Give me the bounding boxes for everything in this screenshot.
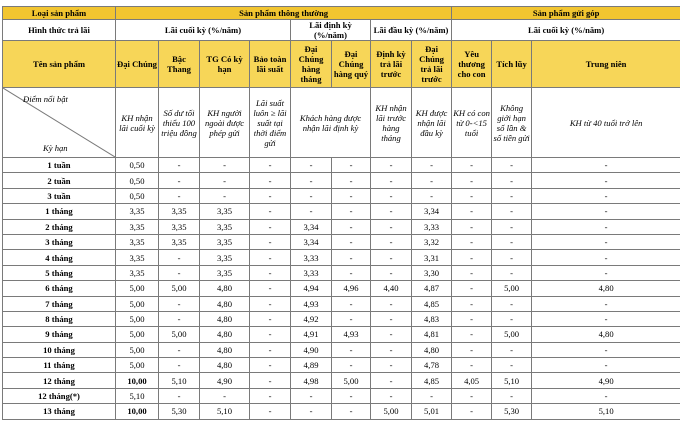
rate-cell: 3,35 bbox=[116, 234, 159, 249]
rate-cell: - bbox=[332, 388, 371, 403]
rate-cell: 3,35 bbox=[159, 219, 200, 234]
rate-cell: - bbox=[250, 204, 291, 219]
rate-cell: - bbox=[492, 204, 532, 219]
rate-cell: - bbox=[159, 342, 200, 357]
term-cell: 5 tháng bbox=[3, 265, 116, 280]
term-cell: 3 tháng bbox=[3, 234, 116, 249]
lai-cuoi-ky-gop-header: Lãi cuối kỳ (%/năm) bbox=[452, 20, 680, 41]
term-cell: 1 tháng bbox=[3, 204, 116, 219]
rate-cell: - bbox=[371, 158, 412, 173]
rate-cell: - bbox=[492, 388, 532, 403]
rate-cell: - bbox=[532, 342, 680, 357]
rate-cell: - bbox=[532, 358, 680, 373]
table-row bbox=[3, 388, 680, 403]
rate-cell: - bbox=[200, 158, 250, 173]
rate-cell: 4,80 bbox=[200, 342, 250, 357]
rate-cell: 0,50 bbox=[116, 173, 159, 188]
rate-cell: - bbox=[452, 265, 492, 280]
rate-cell: - bbox=[291, 404, 332, 419]
rate-cell: - bbox=[159, 188, 200, 203]
rate-cell: 3,35 bbox=[116, 219, 159, 234]
rate-cell: - bbox=[332, 358, 371, 373]
rate-cell: - bbox=[332, 404, 371, 419]
rate-cell: - bbox=[492, 188, 532, 203]
rate-cell: - bbox=[412, 188, 452, 203]
rate-cell: - bbox=[532, 388, 680, 403]
rate-cell: 5,00 bbox=[116, 342, 159, 357]
rate-cell: - bbox=[452, 188, 492, 203]
rate-cell: 4,98 bbox=[291, 373, 332, 388]
rate-cell: - bbox=[332, 219, 371, 234]
rate-cell: 3,35 bbox=[200, 234, 250, 249]
table-row bbox=[3, 265, 680, 280]
rate-cell: - bbox=[492, 358, 532, 373]
rate-cell: - bbox=[371, 327, 412, 342]
lai-dinh-ky-header: Lãi định kỳ (%/năm) bbox=[291, 20, 371, 41]
rate-cell: - bbox=[371, 265, 412, 280]
rate-cell: - bbox=[492, 234, 532, 249]
rate-cell: - bbox=[250, 250, 291, 265]
rate-cell: - bbox=[332, 234, 371, 249]
rate-cell: - bbox=[159, 265, 200, 280]
rate-cell: - bbox=[159, 388, 200, 403]
rate-cell: 4,85 bbox=[412, 373, 452, 388]
rate-cell: - bbox=[532, 173, 680, 188]
rate-cell: - bbox=[250, 404, 291, 419]
rate-cell: 4,91 bbox=[291, 327, 332, 342]
rate-cell: - bbox=[532, 265, 680, 280]
rate-cell: - bbox=[332, 158, 371, 173]
term-cell: 3 tuần bbox=[3, 188, 116, 203]
rate-cell: - bbox=[332, 250, 371, 265]
term-cell: 9 tháng bbox=[3, 327, 116, 342]
rate-cell: - bbox=[250, 388, 291, 403]
rate-cell: - bbox=[532, 188, 680, 203]
highlight-trung-nien: KH từ 40 tuổi trở lên bbox=[532, 88, 680, 158]
rate-cell: 5,00 bbox=[116, 358, 159, 373]
rate-cell: 5,10 bbox=[492, 373, 532, 388]
term-cell: 10 tháng bbox=[3, 342, 116, 357]
rate-cell: 4,80 bbox=[412, 342, 452, 357]
rate-cell: 4,90 bbox=[291, 342, 332, 357]
rate-cell: 3,33 bbox=[291, 250, 332, 265]
rate-cell: 5,10 bbox=[159, 373, 200, 388]
rate-cell: - bbox=[200, 388, 250, 403]
rate-cell: - bbox=[332, 265, 371, 280]
product-tg-co-ky-han: TG Có kỳ hạn bbox=[200, 41, 250, 88]
rate-cell: 5,00 bbox=[332, 373, 371, 388]
product-dai-chung-hang-quy: Đại Chúng hàng quý bbox=[332, 41, 371, 88]
highlight-dai-chung: KH nhận lãi cuối kỳ bbox=[116, 88, 159, 158]
rate-cell: - bbox=[492, 342, 532, 357]
rate-cell: - bbox=[452, 281, 492, 296]
rate-cell: 5,10 bbox=[116, 388, 159, 403]
rate-cell: - bbox=[492, 311, 532, 326]
rate-cell: 3,34 bbox=[412, 204, 452, 219]
rate-cell: - bbox=[371, 188, 412, 203]
rate-cell: 3,35 bbox=[159, 204, 200, 219]
interest-rate-table bbox=[2, 6, 680, 420]
rate-cell: 0,50 bbox=[116, 188, 159, 203]
rate-cell: 3,35 bbox=[116, 265, 159, 280]
highlight-tg-co-ky-han: KH người ngoài được phép gửi bbox=[200, 88, 250, 158]
ten-san-pham-label: Tên sản phẩm bbox=[3, 41, 116, 88]
rate-cell: - bbox=[159, 296, 200, 311]
rate-cell: 5,10 bbox=[200, 404, 250, 419]
rate-cell: - bbox=[371, 173, 412, 188]
rate-cell: 4,80 bbox=[200, 358, 250, 373]
term-cell: 2 tháng bbox=[3, 219, 116, 234]
rate-cell: 5,00 bbox=[159, 327, 200, 342]
product-dinh-ky-tra-lai-truoc: Định kỳ trả lãi trước bbox=[371, 41, 412, 88]
rate-cell: - bbox=[250, 173, 291, 188]
rate-cell: 3,32 bbox=[412, 234, 452, 249]
table-row bbox=[3, 404, 680, 419]
rate-cell: - bbox=[492, 219, 532, 234]
rate-cell: - bbox=[371, 219, 412, 234]
rate-cell: - bbox=[159, 158, 200, 173]
rate-cell: - bbox=[371, 204, 412, 219]
rate-cell: 5,01 bbox=[412, 404, 452, 419]
highlight-dai-chung-tra-lai-truoc: KH được nhận lãi đầu kỳ bbox=[412, 88, 452, 158]
rate-cell: 5,10 bbox=[532, 404, 680, 419]
rate-cell: - bbox=[291, 158, 332, 173]
table-row bbox=[3, 342, 680, 357]
rate-cell: - bbox=[532, 234, 680, 249]
rate-cell: - bbox=[532, 204, 680, 219]
rate-cell: 5,00 bbox=[159, 281, 200, 296]
rate-cell: - bbox=[371, 358, 412, 373]
term-cell: 2 tuần bbox=[3, 173, 116, 188]
term-cell: 6 tháng bbox=[3, 281, 116, 296]
rate-cell: 4,90 bbox=[200, 373, 250, 388]
rate-cell: - bbox=[371, 373, 412, 388]
rate-cell: 4,80 bbox=[200, 327, 250, 342]
group-gui-gop: Sản phẩm gửi góp bbox=[452, 7, 680, 20]
rate-cell: 3,35 bbox=[200, 265, 250, 280]
rate-cell: - bbox=[250, 265, 291, 280]
rate-cell: 3,35 bbox=[200, 219, 250, 234]
rate-cell: - bbox=[452, 219, 492, 234]
rate-cell: 4,92 bbox=[291, 311, 332, 326]
rate-cell: - bbox=[371, 311, 412, 326]
diem-noi-bat-label: Điểm nổi bật bbox=[23, 94, 68, 104]
rate-cell: - bbox=[291, 388, 332, 403]
rate-cell: - bbox=[492, 158, 532, 173]
rate-cell: 3,33 bbox=[412, 219, 452, 234]
rate-cell: - bbox=[452, 204, 492, 219]
rate-cell: - bbox=[250, 296, 291, 311]
rate-cell: 5,00 bbox=[371, 404, 412, 419]
rate-cell: 5,00 bbox=[492, 281, 532, 296]
rate-cell: - bbox=[200, 173, 250, 188]
rate-cell: 4,40 bbox=[371, 281, 412, 296]
highlight-dinh-ky-tra-lai-truoc: KH nhận lãi trước hàng tháng bbox=[371, 88, 412, 158]
rate-cell: 4,85 bbox=[412, 296, 452, 311]
rate-cell: - bbox=[159, 173, 200, 188]
rate-cell: 4,80 bbox=[200, 296, 250, 311]
term-cell: 11 tháng bbox=[3, 358, 116, 373]
rate-cell: - bbox=[412, 173, 452, 188]
table-row bbox=[3, 204, 680, 219]
rate-cell: 4,05 bbox=[452, 373, 492, 388]
rate-cell: - bbox=[159, 311, 200, 326]
table-row bbox=[3, 158, 680, 173]
rate-rows bbox=[3, 158, 680, 420]
rate-cell: 3,34 bbox=[291, 219, 332, 234]
rate-cell: 3,33 bbox=[291, 265, 332, 280]
rate-cell: 5,00 bbox=[116, 296, 159, 311]
table-row bbox=[3, 188, 680, 203]
rate-cell: - bbox=[452, 158, 492, 173]
rate-cell: - bbox=[250, 281, 291, 296]
table-row bbox=[3, 173, 680, 188]
product-dai-chung: Đại Chúng bbox=[116, 41, 159, 88]
term-cell: 1 tuần bbox=[3, 158, 116, 173]
rate-cell: 4,93 bbox=[332, 327, 371, 342]
product-bac-thang: Bậc Thang bbox=[159, 41, 200, 88]
rate-cell: - bbox=[371, 388, 412, 403]
rate-cell: 4,89 bbox=[291, 358, 332, 373]
rate-cell: - bbox=[250, 311, 291, 326]
term-cell: 12 tháng bbox=[3, 373, 116, 388]
rate-cell: 4,80 bbox=[532, 327, 680, 342]
rate-cell: - bbox=[159, 250, 200, 265]
rate-cell: - bbox=[412, 158, 452, 173]
rate-cell: - bbox=[291, 188, 332, 203]
highlight-bao-toan: Lãi suất luôn ≥ lãi suất tại thời điểm gửi bbox=[250, 88, 291, 158]
product-trung-nien: Trung niên bbox=[532, 41, 680, 88]
rate-cell: - bbox=[532, 311, 680, 326]
rate-cell: - bbox=[250, 327, 291, 342]
rate-cell: 4,87 bbox=[412, 281, 452, 296]
rate-cell: - bbox=[452, 173, 492, 188]
product-yeu-thuong-cho-con: Yêu thương cho con bbox=[452, 41, 492, 88]
rate-cell: 4,94 bbox=[291, 281, 332, 296]
term-cell: 12 tháng(*) bbox=[3, 388, 116, 403]
term-cell: 7 tháng bbox=[3, 296, 116, 311]
table-row bbox=[3, 296, 680, 311]
rate-cell: - bbox=[332, 173, 371, 188]
rate-cell: - bbox=[250, 158, 291, 173]
rate-cell: - bbox=[532, 158, 680, 173]
rate-cell: 4,78 bbox=[412, 358, 452, 373]
table-row bbox=[3, 281, 680, 296]
rate-cell: - bbox=[452, 311, 492, 326]
product-dai-chung-hang-thang: Đại Chúng hàng tháng bbox=[291, 41, 332, 88]
table-row bbox=[3, 250, 680, 265]
rate-cell: - bbox=[532, 219, 680, 234]
rate-cell: 3,35 bbox=[200, 250, 250, 265]
rate-cell: - bbox=[200, 188, 250, 203]
rate-cell: - bbox=[332, 296, 371, 311]
rate-cell: 3,35 bbox=[159, 234, 200, 249]
rate-cell: 4,96 bbox=[332, 281, 371, 296]
rate-cell: - bbox=[452, 388, 492, 403]
rate-cell: - bbox=[250, 373, 291, 388]
rate-cell: 3,34 bbox=[291, 234, 332, 249]
rate-cell: - bbox=[371, 342, 412, 357]
highlight-bac-thang: Số dư tối thiểu 100 triệu đồng bbox=[159, 88, 200, 158]
rate-cell: - bbox=[332, 342, 371, 357]
rate-cell: 10,00 bbox=[116, 404, 159, 419]
rate-cell: 4,90 bbox=[532, 373, 680, 388]
rate-cell: - bbox=[332, 204, 371, 219]
rate-cell: - bbox=[492, 265, 532, 280]
rate-cell: 0,50 bbox=[116, 158, 159, 173]
rate-cell: 3,31 bbox=[412, 250, 452, 265]
rate-cell: 5,30 bbox=[159, 404, 200, 419]
rate-cell: - bbox=[159, 358, 200, 373]
rate-cell: 5,00 bbox=[116, 311, 159, 326]
rate-cell: - bbox=[332, 188, 371, 203]
rate-cell: - bbox=[452, 404, 492, 419]
rate-cell: - bbox=[250, 188, 291, 203]
rate-cell: - bbox=[532, 250, 680, 265]
rate-cell: - bbox=[332, 311, 371, 326]
rate-cell: - bbox=[371, 234, 412, 249]
rate-cell: 4,80 bbox=[200, 281, 250, 296]
term-cell: 8 tháng bbox=[3, 311, 116, 326]
rate-cell: - bbox=[452, 296, 492, 311]
rate-cell: 5,00 bbox=[492, 327, 532, 342]
table-row bbox=[3, 234, 680, 249]
rate-cell: 3,35 bbox=[116, 204, 159, 219]
table-row bbox=[3, 311, 680, 326]
rate-cell: 4,80 bbox=[200, 311, 250, 326]
term-cell: 13 tháng bbox=[3, 404, 116, 419]
rate-cell: 3,30 bbox=[412, 265, 452, 280]
rate-cell: - bbox=[452, 327, 492, 342]
rate-cell: - bbox=[250, 342, 291, 357]
rate-cell: 5,00 bbox=[116, 281, 159, 296]
product-tich-luy: Tích lũy bbox=[492, 41, 532, 88]
lai-cuoi-ky-header: Lãi cuối kỳ (%/năm) bbox=[116, 20, 291, 41]
rate-cell: - bbox=[492, 296, 532, 311]
table-row bbox=[3, 219, 680, 234]
table-row bbox=[3, 373, 680, 388]
hinh-thuc-tra-lai-label: Hình thức trả lãi bbox=[3, 20, 116, 41]
rate-cell: - bbox=[452, 250, 492, 265]
table-row bbox=[3, 327, 680, 342]
ky-han-label: Kỳ hạn bbox=[43, 143, 68, 153]
rate-cell: - bbox=[371, 296, 412, 311]
rate-cell: - bbox=[412, 388, 452, 403]
rate-cell: 4,83 bbox=[412, 311, 452, 326]
group-thong-thuong: Sản phẩm thông thường bbox=[116, 7, 452, 20]
rate-cell: - bbox=[452, 234, 492, 249]
rate-cell: - bbox=[250, 358, 291, 373]
rate-cell: 4,93 bbox=[291, 296, 332, 311]
rate-cell: - bbox=[250, 219, 291, 234]
product-dai-chung-tra-lai-truoc: Đại Chúng trả lãi trước bbox=[412, 41, 452, 88]
highlight-tich-luy: Không giới hạn số lần & số tiền gửi bbox=[492, 88, 532, 158]
rate-cell: - bbox=[452, 342, 492, 357]
rate-cell: - bbox=[492, 250, 532, 265]
highlight-yeu-thuong-cho-con: KH có con từ 0-<15 tuổi bbox=[452, 88, 492, 158]
diagonal-header-cell bbox=[3, 88, 116, 158]
rate-cell: - bbox=[492, 173, 532, 188]
rate-cell: - bbox=[291, 204, 332, 219]
lai-dau-ky-header: Lãi đầu kỳ (%/năm) bbox=[371, 20, 452, 41]
rate-cell: 10,00 bbox=[116, 373, 159, 388]
rate-cell: - bbox=[452, 358, 492, 373]
product-bao-toan-lai-suat: Bảo toàn lãi suất bbox=[250, 41, 291, 88]
rate-cell: 4,80 bbox=[532, 281, 680, 296]
rate-cell: - bbox=[532, 296, 680, 311]
table-row bbox=[3, 358, 680, 373]
highlight-dinh-ky: Khách hàng được nhận lãi định kỳ bbox=[291, 88, 371, 158]
term-cell: 4 tháng bbox=[3, 250, 116, 265]
loai-san-pham-label: Loại sản phẩm bbox=[3, 7, 116, 20]
rate-cell: 3,35 bbox=[200, 204, 250, 219]
rate-cell: 5,30 bbox=[492, 404, 532, 419]
rate-cell: 4,81 bbox=[412, 327, 452, 342]
rate-cell: 3,35 bbox=[116, 250, 159, 265]
rate-cell: - bbox=[291, 173, 332, 188]
rate-cell: - bbox=[371, 250, 412, 265]
rate-cell: 5,00 bbox=[116, 327, 159, 342]
rate-cell: - bbox=[250, 234, 291, 249]
